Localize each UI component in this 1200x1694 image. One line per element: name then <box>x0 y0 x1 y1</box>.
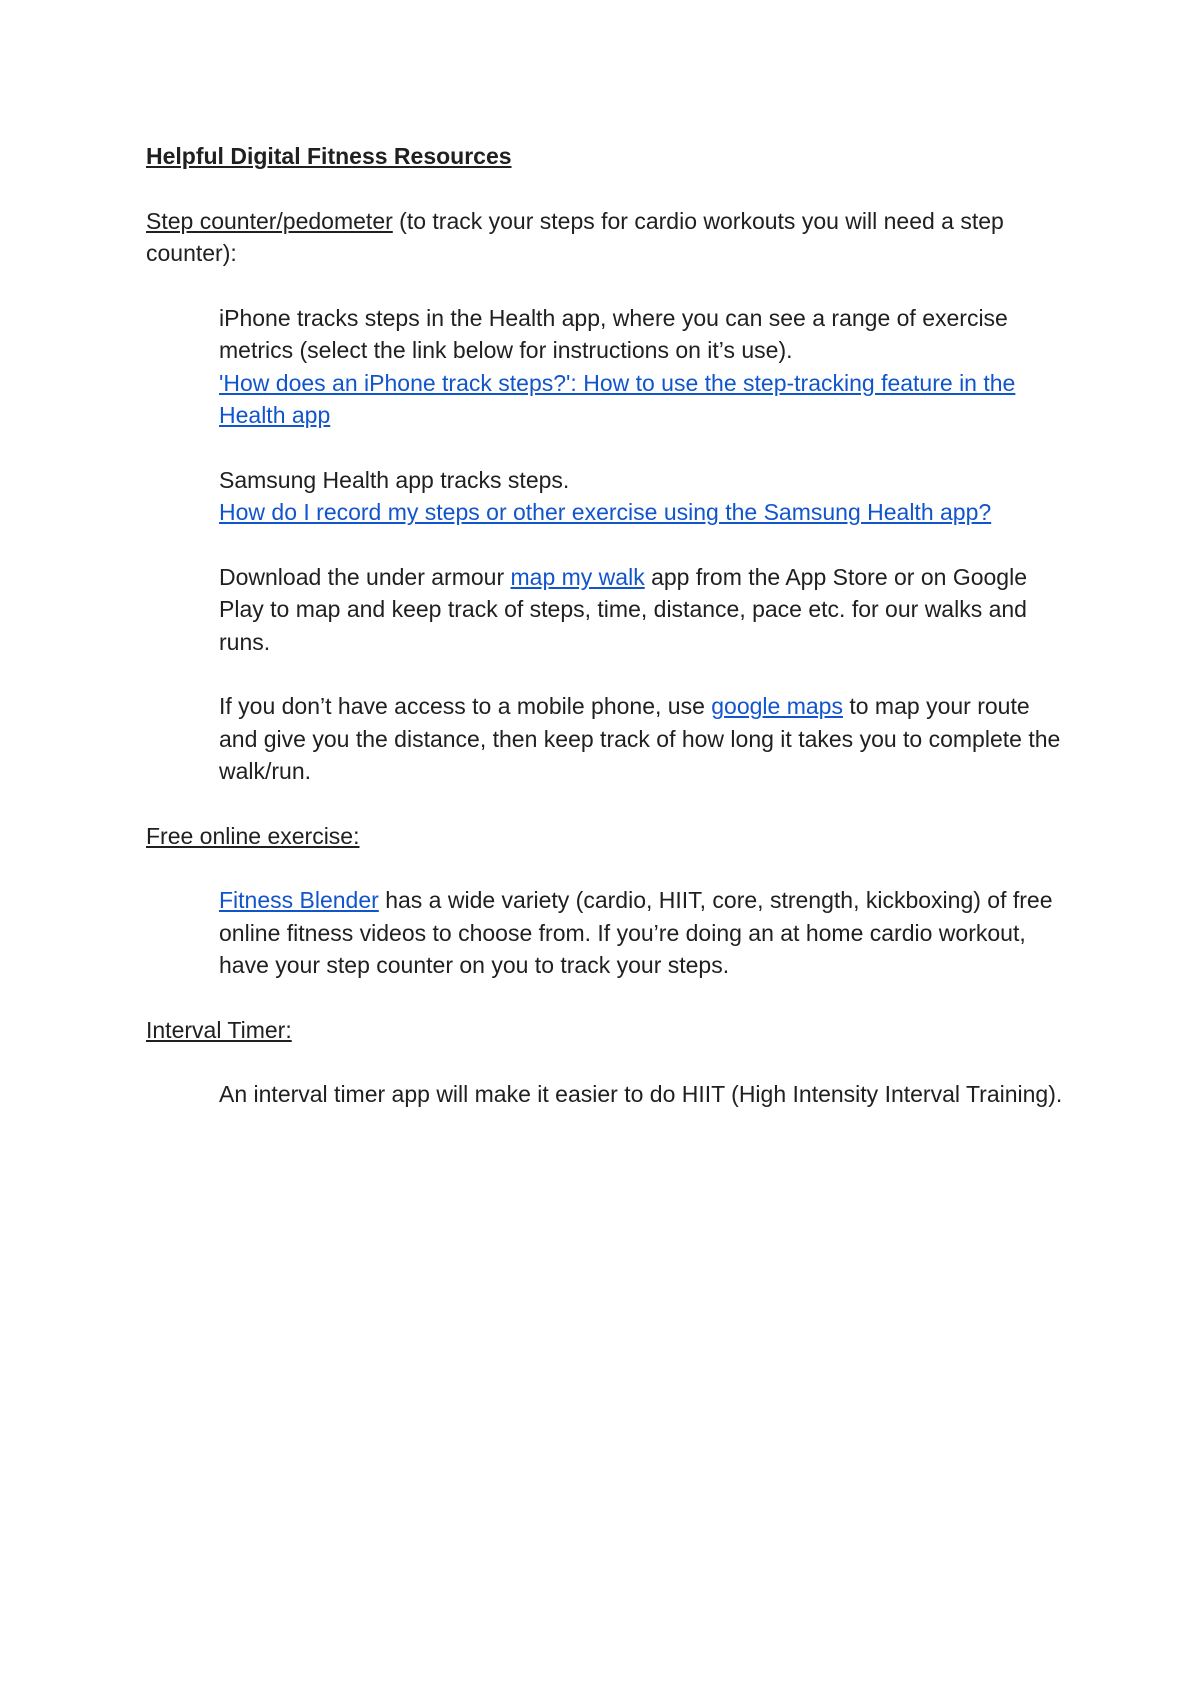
iphone-block <box>219 302 1066 432</box>
mapmywalk-block <box>219 561 1066 659</box>
mapmywalk-pre: Download the under armour <box>219 563 511 590</box>
fitness-blender-post: has a wide variety (cardio, HIIT, core, strength, kickboxing) of free online fitness videos to choose from. If you’re doing an at home cardio workout, have your step counter on you to track your steps. <box>219 887 1053 978</box>
samsung-text: Samsung Health app tracks steps. <box>219 466 570 493</box>
iphone-text: iPhone tracks steps in the Health app, where you can see a range of exercise metrics (select the link below for instructions on it’s use). <box>219 304 1008 363</box>
googlemaps-pre: If you don’t have access to a mobile phone, use <box>219 693 712 719</box>
step-counter-heading-rest: (to track your steps for cardio workouts you will need a step counter): <box>146 207 1004 266</box>
interval-timer-block <box>219 1078 1066 1111</box>
mapmywalk-paragraph <box>219 561 1066 659</box>
samsung-health-link[interactable]: How do I record my steps or other exercise using the Samsung Health app? <box>219 499 992 525</box>
googlemaps-block <box>219 690 1066 788</box>
google-maps-link[interactable]: google maps <box>711 693 843 719</box>
map-my-walk-link[interactable]: map my walk <box>510 563 645 590</box>
step-counter-heading: Step counter/pedometer <box>146 207 393 234</box>
googlemaps-paragraph <box>219 690 1066 788</box>
fitness-blender-block <box>219 884 1066 982</box>
fitness-blender-paragraph <box>219 884 1066 982</box>
samsung-block <box>219 464 1066 529</box>
interval-timer-text: An interval timer app will make it easier to do HIIT (High Intensity Interval Training). <box>219 1081 1063 1107</box>
iphone-steps-link[interactable]: 'How does an iPhone track steps?': How to use the step-tracking feature in the Health app <box>219 369 1016 428</box>
googlemaps-post: to map your route and give you the distance, then keep track of how long it takes you to complete the walk/run. <box>219 693 1061 784</box>
free-online-heading: Free online exercise: <box>146 822 360 849</box>
interval-timer-heading: Interval Timer: <box>146 1016 292 1043</box>
step-counter-section-heading <box>146 205 1066 270</box>
document-page <box>146 140 1066 1143</box>
mapmywalk-post: app from the App Store or on Google Play to map and keep track of steps, time, distance, pace etc. for our walks and runs. <box>219 563 1027 655</box>
fitness-blender-link[interactable]: Fitness Blender <box>219 887 379 913</box>
page-title: Helpful Digital Fitness Resources <box>146 143 512 169</box>
